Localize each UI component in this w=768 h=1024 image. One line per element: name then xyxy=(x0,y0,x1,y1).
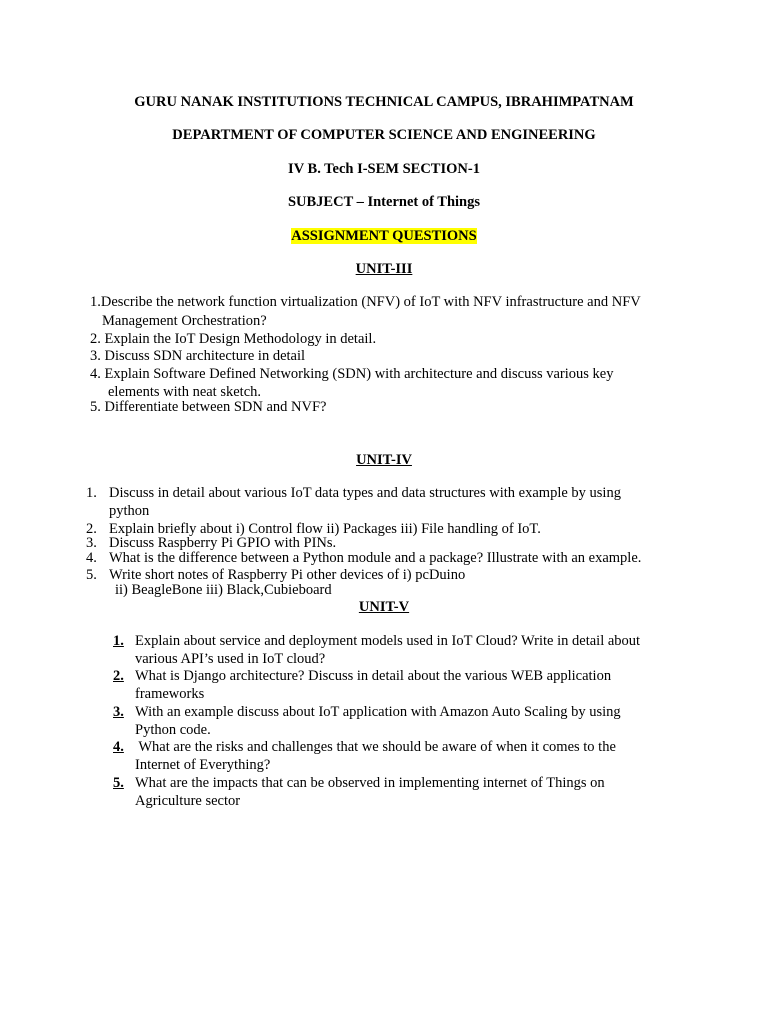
unit-iv-q5-number: 5. xyxy=(86,567,97,583)
unit-iii-q4-line2: elements with neat sketch. xyxy=(108,384,262,400)
unit-v-q5-line1: What are the impacts that can be observed in implementing internet of Things on xyxy=(135,775,605,791)
course-title: IV B. Tech I-SEM SECTION-1 xyxy=(288,161,480,177)
unit-v-q3-line1: With an example discuss about IoT application with Amazon Auto Scaling by using xyxy=(135,704,621,720)
unit-iii-q1-line1: 1.Describe the network function virtualization (NFV) of IoT with NFV infrastructure and NFV xyxy=(90,294,641,310)
unit-iii-q1-line2: Management Orchestration? xyxy=(102,313,267,329)
unit-iv-q2-number: 2. xyxy=(86,521,97,537)
unit-iii-q3: 3. Discuss SDN architecture in detail xyxy=(90,348,306,364)
unit-v-title: UNIT-V xyxy=(358,599,410,615)
unit-iii-q5: 5. Differentiate between SDN and NVF? xyxy=(90,399,327,415)
unit-v-q1-line1: Explain about service and deployment models used in IoT Cloud? Write in detail about xyxy=(135,633,641,649)
unit-iii-q2: 2. Explain the IoT Design Methodology in detail. xyxy=(90,331,377,347)
assignment-heading xyxy=(0,228,768,245)
unit-iii-q4-line1: 4. Explain Software Defined Networking (SDN) with architecture and discuss various key xyxy=(90,366,614,382)
unit-v-q5-line2: Agriculture sector xyxy=(135,793,241,809)
unit-v-q5-number: 5. xyxy=(113,775,124,791)
unit-iv-q1-number: 1. xyxy=(86,485,97,501)
institution-title: GURU NANAK INSTITUTIONS TECHNICAL CAMPUS, IBRAHIMPATNAM xyxy=(134,94,634,110)
unit-iv-q5-line1: Write short notes of Raspberry Pi other devices of i) pcDuino xyxy=(109,567,466,583)
unit-v-q4-line2: Internet of Everything? xyxy=(135,757,271,773)
unit-iv-heading xyxy=(0,452,768,469)
unit-v-q1-number: 1. xyxy=(113,633,124,649)
unit-v-q2-line1: What is Django architecture? Discuss in detail about the various WEB application xyxy=(135,668,612,684)
unit-v-q2-line2: frameworks xyxy=(135,686,205,702)
unit-v-q2-number: 2. xyxy=(113,668,124,684)
unit-iv-q5-line2: ii) BeagleBone iii) Black,Cubieboard xyxy=(115,582,332,598)
unit-iv-q3-text: Discuss Raspberry Pi GPIO with PINs. xyxy=(109,535,337,551)
assignment-label: ASSIGNMENT QUESTIONS xyxy=(291,228,477,244)
unit-v-heading xyxy=(0,599,768,616)
unit-v-q1-line2: various API’s used in IoT cloud? xyxy=(135,651,326,667)
unit-iv-q4-number: 4. xyxy=(86,550,97,566)
department-title: DEPARTMENT OF COMPUTER SCIENCE AND ENGINEERING xyxy=(172,127,596,143)
unit-v-q3-line2: Python code. xyxy=(135,722,211,738)
unit-iv-q2-text: Explain briefly about i) Control flow ii) Packages iii) File handling of IoT. xyxy=(109,521,541,537)
unit-v-q4-line1: What are the risks and challenges that we should be aware of when it comes to the xyxy=(135,739,616,755)
unit-iv-q3-number: 3. xyxy=(86,535,97,551)
unit-iii-title: UNIT-III xyxy=(355,261,413,277)
subject-title: SUBJECT – Internet of Things xyxy=(287,194,481,210)
unit-iv-q1-line2: python xyxy=(109,503,150,519)
unit-iv-q1-line1: Discuss in detail about various IoT data types and data structures with example by using xyxy=(109,485,621,501)
unit-iii-heading xyxy=(0,261,768,278)
unit-v-q4-number: 4. xyxy=(113,739,124,755)
unit-iv-q4-text: What is the difference between a Python module and a package? Illustrate with an example. xyxy=(109,550,642,566)
unit-v-q3-number: 3. xyxy=(113,704,124,720)
unit-iv-title: UNIT-IV xyxy=(356,452,412,468)
